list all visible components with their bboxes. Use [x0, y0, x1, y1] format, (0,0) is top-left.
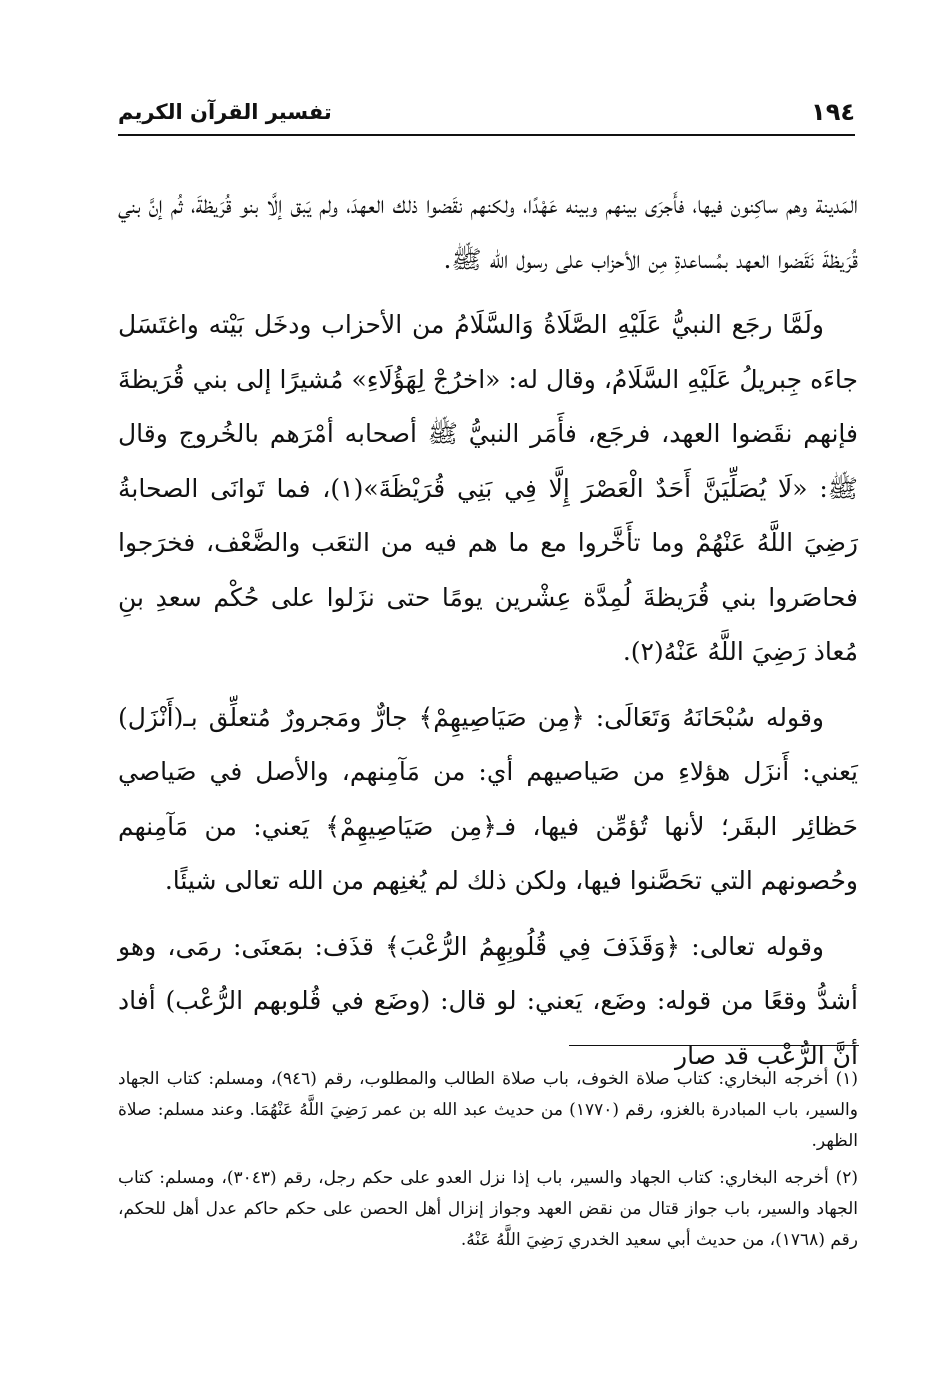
- paragraph: ولَمَّا رجَع النبيُّ عَلَيْهِ الصَّلَاةُ وَالسَّلَامُ من الأحزاب ودخَل بَيْته واغتَسَل جاءَه جِبريلُ عَلَيْهِ السَّلَامُ، وقال له: «اخرُجْ لِهَؤُلَاءِ» مُشيرًا إلى بني قُرَيظةَ فإنهم نقَضوا العهد، فرجَع، فأَمَر النبيُّ ﷺ أصحابه أمْرَهم بالخُروج وقال ﷺ: «لَا يُصَلِّيَنَّ أَحَدٌ الْعَصْرَ إِلَّا فِي بَنِي قُرَيْظَةَ»(١)، فما تَوانَى الصحابةُ رَضِيَ اللَّهُ عَنْهُمْ وما تأَخَّروا مع ما هم فيه من التعَب والضَّعْف، فخرَجوا فحاصَروا بني قُرَيظةَ لُمِدَّة عِشْرين يومًا حتى نزَلوا على حُكْم سعدِ بنِ مُعاذ رَضِيَ اللَّهُ عَنْهُ(٢).: [118, 310, 858, 666]
- main-text: [118, 178, 858, 1094]
- paragraph: المَدينة وهم ساكِنون فيها، فأَجرَى بينهم وبينه عَهْدًا، ولكنهم نقَضوا ذلك العهدَ، ولم يَبق إلَّا بنو قُرَيظةَ، ثُم إنَّ بني قُرَيظةَ نَقَضوا العهد بمُساعدةِ مِن الأحزاب على رسول الله ﷺ.: [118, 190, 858, 274]
- book-title: تفسير القرآن الكريم: [118, 100, 332, 124]
- footnote: (١) أخرجه البخاري: كتاب صلاة الخوف، باب صلاة الطالب والمطلوب، رقم (٩٤٦)، ومسلم: كتاب الجهاد والسير، باب المبادرة بالغزو، رقم (١٧٧٠) من حديث عبد الله بن عمر رَضِيَ اللَّهُ عَنْهُمَا. وعند مسلم: صلاة الظهر.: [118, 1069, 858, 1151]
- footnotes: [118, 1064, 858, 1262]
- footnote-separator: [569, 1045, 859, 1046]
- header-rule: [118, 134, 855, 136]
- page-number: ١٩٤: [811, 98, 855, 126]
- paragraph: وقوله سُبْحَانَهُ وَتَعَالَى: ﴿مِن صَيَاصِيهِمْ﴾ جارٌّ ومَجرورٌ مُتعلِّق بـ(أَنْزَل) يَعني: أَنزَل هؤلاءِ من صَياصيهم أي: من مَآمِنهم، والأصل في صَياصي حَظائِر البقَر؛ لأنها تُؤمِّن فيها، فـ﴿مِن صَيَاصِيهِمْ﴾ يَعني: من مَآمِنهم وحُصونهم التي تحَصَّنوا فيها، ولكن ذلك لم يُغنِهم من الله تعالى شيئًا.: [118, 702, 858, 895]
- paragraph: وقوله تعالى: ﴿وَقَذَفَ فِي قُلُوبِهِمُ الرُّعْبَ﴾ قذَف: بمَعنَى: رمَى، وهو أشدُّ وقعًا من قوله: وضَع، يَعني: لو قال: (وضَع في قُلوبهم الرُّعْب) أفاد أنَّ الرُّعْب قد صار: [118, 931, 858, 1070]
- footnote: (٢) أخرجه البخاري: كتاب الجهاد والسير، باب إذا نزل العدو على حكم رجل، رقم (٣٠٤٣)، ومسلم: كتاب الجهاد والسير، باب جواز قتال من نقض العهد وجواز إنزال أهل الحصن على حكم حاكم عدل أهل للحكم، رقم (١٧٦٨)، من حديث أبي سعيد الخدري رَضِيَ اللَّهُ عَنْهُ.: [118, 1168, 858, 1250]
- running-header: [118, 92, 855, 132]
